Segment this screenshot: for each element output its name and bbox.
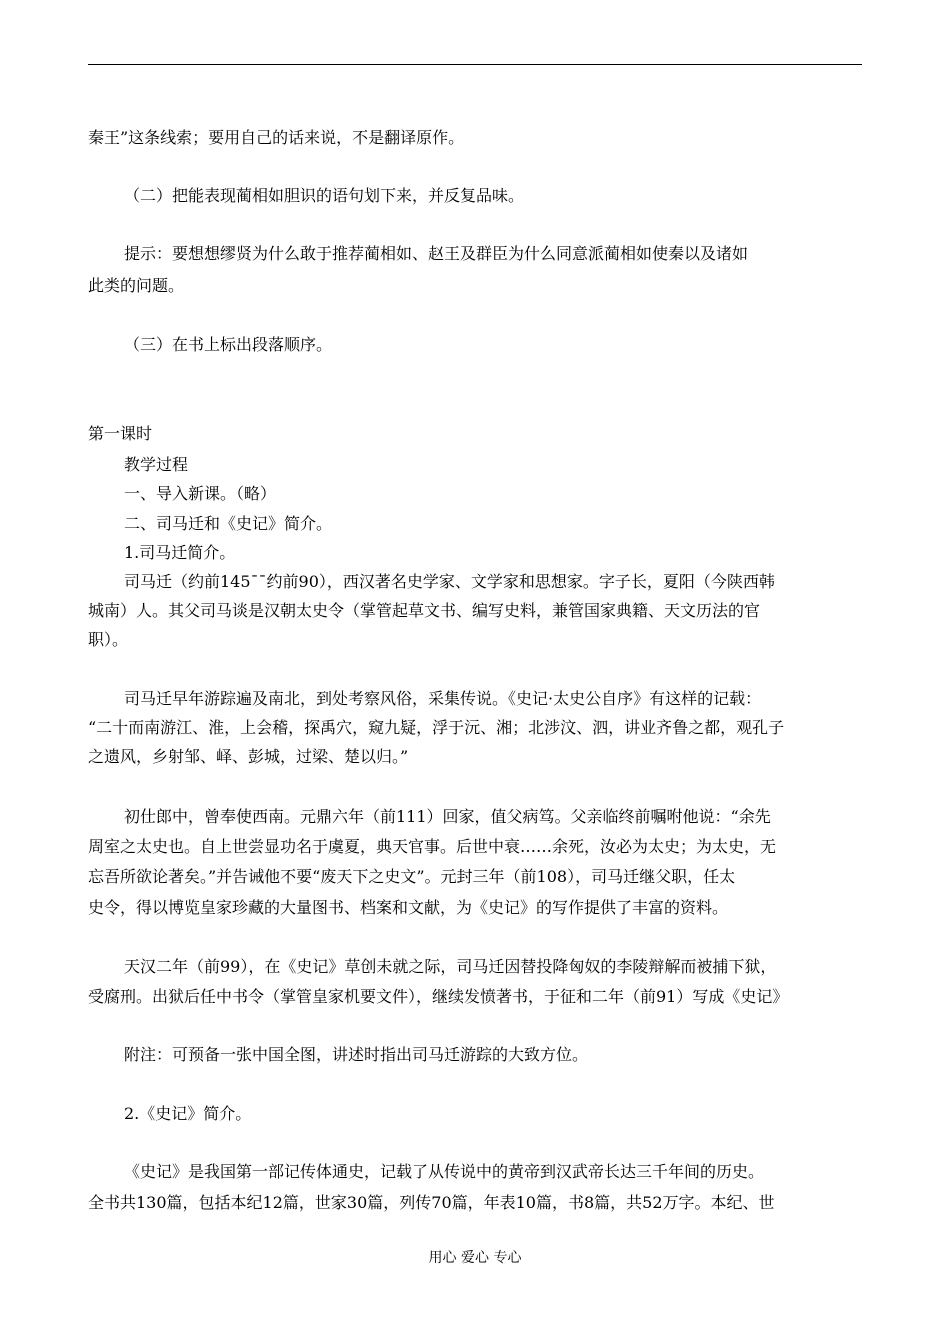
subheading: 教学过程 — [124, 455, 189, 474]
paragraph-line: 二、司马迁和《史记》简介。 — [124, 514, 333, 533]
paragraph-line: 全书共130篇，包括本纪12篇，世家30篇，列传70篇，年表10篇，书8篇，共52万字。本纪、世 — [88, 1193, 775, 1212]
paragraph-line: 初仕郎中，曾奉使西南。元鼎六年（前111）回家，值父病笃。父亲临终前嘱咐他说：“余先 — [124, 807, 771, 826]
paragraph-line: （三）在书上标出段落顺序。 — [124, 335, 333, 354]
paragraph-line: 之遗风，乡射邹、峄、彭城，过梁、楚以归。” — [88, 747, 409, 766]
paragraph-line: 秦王”这条线索；要用自己的话来说，不是翻译原作。 — [88, 128, 465, 147]
page-footer: 用心 爱心 专心 — [428, 1250, 522, 1266]
paragraph-line: 忘吾所欲论著矣。”并告诫他不要“废天下之史文”。元封三年（前108），司马迁继父职，任太 — [88, 867, 736, 886]
paragraph-line: 一、导入新课。（略） — [124, 484, 277, 503]
paragraph-line: 司马迁（约前145¯¯约前90），西汉著名史学家、文学家和思想家。字子长，夏阳（今陕西韩 — [124, 572, 775, 591]
paragraph-line: 职）。 — [88, 630, 129, 649]
paragraph-line: 2.《史记》简介。 — [124, 1104, 252, 1123]
paragraph-line: “二十而南游江、淮，上会稽，探禹穴，窥九疑，浮于沅、湘；北涉汶、泗，讲业齐鲁之都，观孔子 — [88, 718, 785, 737]
paragraph-line: 周室之太史也。自上世尝显功名于虞夏，典天官事。后世中衰……余死，汝必为太史；为太史，无 — [88, 837, 777, 856]
paragraph-line: 受腐刑。出狱后任中书令（掌管皇家机要文件），继续发愤著书，于征和二年（前91）写成《史记》 — [88, 987, 789, 1006]
paragraph-line: （二）把能表现蔺相如胆识的语句划下来，并反复品味。 — [124, 186, 525, 205]
section-heading: 第一课时 — [88, 424, 153, 443]
paragraph-line: 附注：可预备一张中国全图，讲述时指出司马迁游踪的大致方位。 — [124, 1045, 589, 1064]
paragraph-line: 天汉二年（前99），在《史记》草创未就之际，司马迁因替投降匈奴的李陵辩解而被捕下狱， — [124, 957, 777, 976]
paragraph-line: 司马迁早年游踪遍及南北，到处考察风俗，采集传说。《史记·太史公自序》有这样的记载： — [124, 689, 762, 708]
paragraph-line: 史令，得以博览皇家珍藏的大量图书、档案和文献，为《史记》的写作提供了丰富的资料。 — [88, 898, 729, 917]
paragraph-line: 城南）人。其父司马谈是汉朝太史令（掌管起草文书、编写史料，兼管国家典籍、天文历法的官 — [88, 601, 761, 620]
header-rule — [88, 64, 862, 65]
paragraph-line: 提示：要想想缪贤为什么敢于推荐蔺相如、赵王及群臣为什么同意派蔺相如使秦以及诸如 — [124, 244, 749, 263]
paragraph-line: 《史记》是我国第一部记传体通史，记载了从传说中的黄帝到汉武帝长达三千年间的历史。 — [124, 1162, 765, 1181]
paragraph-line: 此类的问题。 — [88, 276, 185, 295]
paragraph-line: 1.司马迁简介。 — [124, 543, 236, 562]
